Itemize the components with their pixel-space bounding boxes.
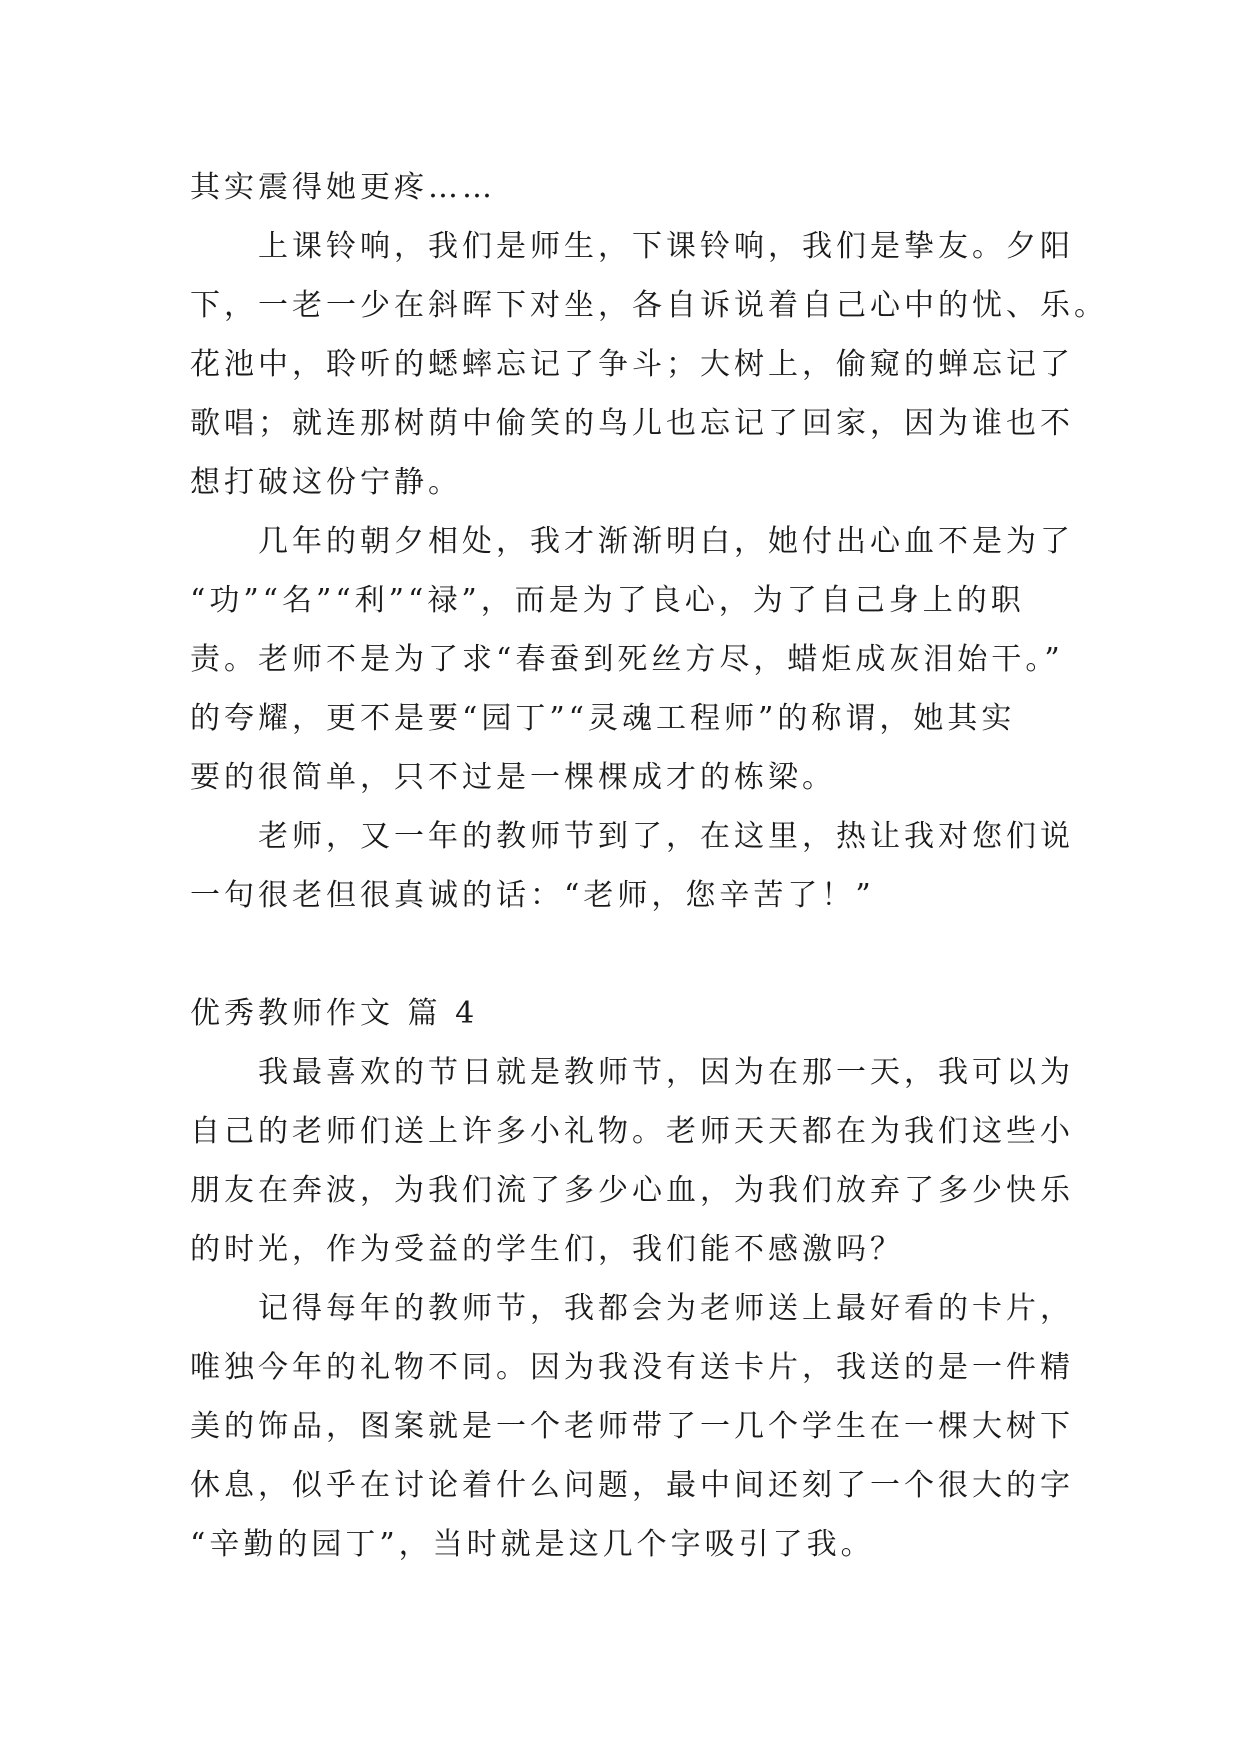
text-line: 歌唱；就连那树荫中偷笑的鸟儿也忘记了回家，因为谁也不: [190, 406, 1074, 441]
text-line: 休息，似乎在讨论着什么问题，最中间还刻了一个很大的字: [190, 1468, 1074, 1503]
text-line: 唯独今年的礼物不同。因为我没有送卡片，我送的是一件精: [190, 1350, 1074, 1385]
paragraph-start-line: 记得每年的教师节，我都会为老师送上最好看的卡片，: [258, 1291, 1074, 1326]
text-line: 要的很简单，只不过是一棵棵成才的栋梁。: [190, 760, 836, 795]
text-line: 朋友在奔波，为我们流了多少心血，为我们放弃了多少快乐: [190, 1173, 1074, 1208]
text-line: 其实震得她更疼……: [190, 170, 496, 205]
text-line: 自己的老师们送上许多小礼物。老师天天都在为我们这些小: [190, 1114, 1074, 1149]
text-line: 一句很老但很真诚的话：“老师，您辛苦了！”: [190, 878, 875, 913]
text-line: 花池中，聆听的蟋蟀忘记了争斗；大树上，偷窥的蝉忘记了: [190, 347, 1074, 382]
text-line: 的时光，作为受益的学生们，我们能不感激吗？: [190, 1232, 904, 1267]
paragraph-start-line: 我最喜欢的节日就是教师节，因为在那一天，我可以为: [258, 1055, 1074, 1090]
section-heading: 优秀教师作文 篇 4: [190, 996, 479, 1031]
paragraph-start-line: 几年的朝夕相处，我才渐渐明白，她付出心血不是为了: [258, 524, 1074, 559]
paragraph-start-line: 上课铃响，我们是师生，下课铃响，我们是挚友。夕阳: [258, 229, 1074, 264]
text-line: 美的饰品，图案就是一个老师带了一几个学生在一棵大树下: [190, 1409, 1074, 1444]
text-line: “辛勤的园丁”，当时就是这几个字吸引了我。: [190, 1527, 875, 1562]
text-line: 想打破这份宁静。: [190, 465, 462, 500]
text-line: 下，一老一少在斜晖下对坐，各自诉说着自己心中的忧、乐。: [190, 288, 1108, 323]
text-line: “功”“名”“利”“禄”，而是为了良心，为了自己身上的职: [190, 583, 1025, 618]
text-line: 责。老师不是为了求“春蚕到死丝方尽，蜡炬成灰泪始干。”: [190, 642, 1064, 677]
text-line: 的夸耀，更不是要“园丁”“灵魂工程师”的称谓，她其实: [190, 701, 1016, 736]
paragraph-start-line: 老师，又一年的教师节到了，在这里，热让我对您们说: [258, 819, 1074, 854]
document-body: [190, 158, 1108, 1574]
